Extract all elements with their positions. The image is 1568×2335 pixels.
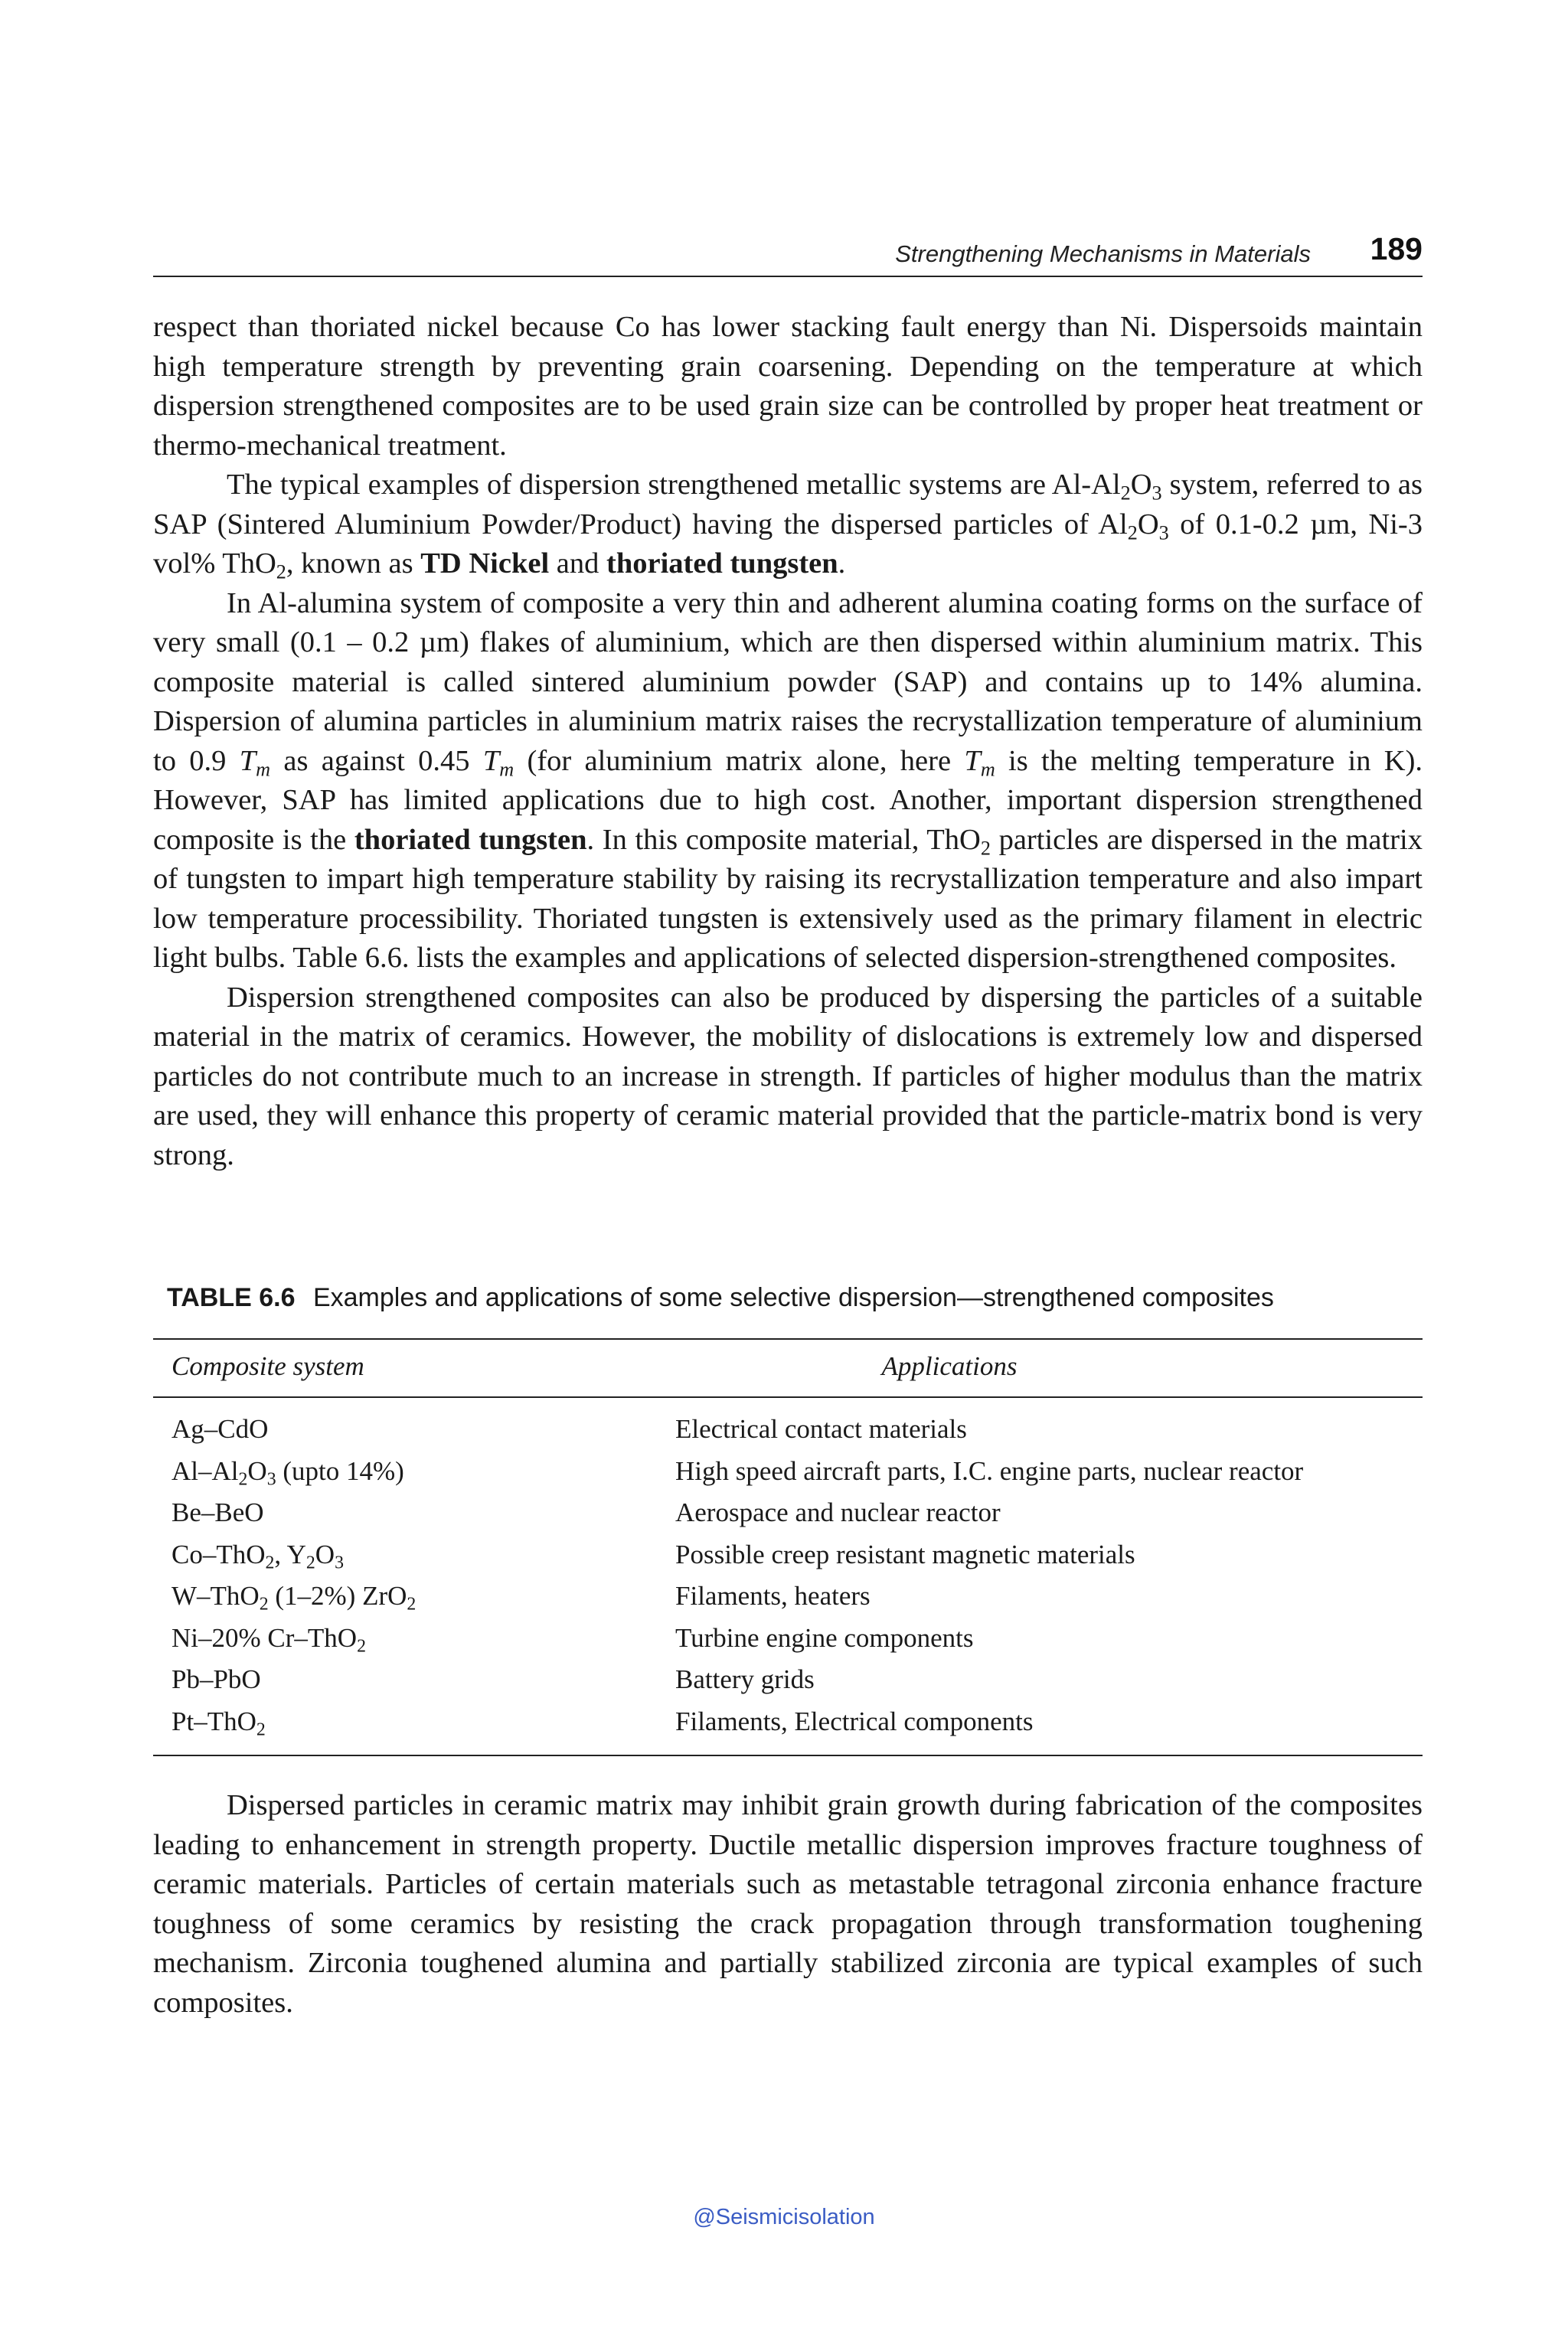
body-text-top — [153, 308, 1423, 1175]
paragraph: The typical examples of dispersion strengthened metallic systems are $Al-Al_2O_3$ system, referred to as SAP (Sintered Aluminium Powder/Product) having the dispersed particles of $Al_2O_3$ of 0.1-0.2 µm, Ni-3 vol% ThO$_2$, known as TD Nickel and thoriated tungsten. — [153, 469, 1423, 583]
body-text-bottom — [153, 1786, 1423, 2023]
table-row — [153, 1701, 1423, 1743]
application-cell: Filaments, heaters — [675, 1581, 871, 1611]
watermark: @Seismicisolation — [693, 2205, 875, 2229]
page-header — [153, 233, 1423, 277]
application-cell: High speed aircraft parts, I.C. engine parts, nuclear reactor — [675, 1455, 1304, 1486]
table-row — [153, 1534, 1423, 1576]
application-cell: Possible creep resistant magnetic materials — [675, 1539, 1135, 1569]
composite-system-cell: Ni–20% Cr–ThO$_2$ — [172, 1622, 366, 1657]
composite-system-cell: Ag–CdO — [172, 1414, 269, 1444]
application-cell: Turbine engine components — [675, 1622, 974, 1653]
table-body — [153, 1398, 1423, 1755]
application-cell: Battery grids — [675, 1664, 815, 1694]
column-header-composite: Composite system — [172, 1351, 364, 1381]
composite-system-cell: $Al-Al_2O_3$ (upto 14%) — [172, 1455, 404, 1490]
composite-system-cell: Co–ThO$_2$, $Y_2O_3$ — [172, 1539, 344, 1573]
paragraph: respect than thoriated nickel because Co has lower stacking fault energy than Ni. Dispersoids maintain high temperature strength by preventing grain coarsening. Depending on the temperature at which dispersion strengthened composites are to be used grain size can be controlled by proper heat treatment or thermo-mechanical treatment. — [153, 311, 1423, 462]
page-number: 189 — [1370, 231, 1423, 266]
table-row — [153, 1618, 1423, 1660]
composites-table — [153, 1338, 1423, 1756]
table-label: TABLE 6.6 — [167, 1283, 296, 1312]
table-caption — [167, 1283, 1423, 1313]
table-row — [153, 1576, 1423, 1618]
application-cell: Filaments, Electrical components — [675, 1706, 1034, 1736]
table-header-row — [153, 1340, 1423, 1398]
paragraph: Dispersion strengthened composites can also be produced by dispersing the particles of a suitable material in the matrix of ceramics. However, the mobility of dislocations is extremely low and dispersed particles do not contribute much to an increase in strength. If particles of higher modulus than the matrix are used, they will enhance this property of ceramic material provided that the particle-matrix bond is very strong. — [153, 981, 1423, 1171]
running-title: Strengthening Mechanisms in Materials — [895, 240, 1311, 267]
application-cell: Aerospace and nuclear reactor — [675, 1497, 1001, 1527]
paragraph: Dispersed particles in ceramic matrix may inhibit grain growth during fabrication of the composites leading to enhancement in strength property. Ductile metallic dispersion improves fracture toughness of ceramic materials. Particles of certain materials such as metastable tetragonal zirconia enhance fracture toughness of some ceramics by resisting the crack propagation through transformation toughening mechanism. Zirconia toughened alumina and partially stabilized zirconia are typical examples of such composites. — [153, 1789, 1423, 2019]
table-row — [153, 1492, 1423, 1534]
application-cell: Electrical contact materials — [675, 1414, 967, 1444]
table-caption-text: Examples and applications of some selective dispersion—strengthened composites — [312, 1283, 1274, 1312]
column-header-applications: Applications — [881, 1351, 1018, 1381]
paragraph: In Al-alumina system of composite a very thin and adherent alumina coating forms on the surface of very small (0.1 – 0.2 µm) flakes of aluminium, which are then dispersed within aluminium matrix. This composite material is called sintered aluminium powder (SAP) and contains up to 14% alumina. Dispersion of alumina particles in aluminium matrix raises the recrystallization temperature of aluminium to 0.9 $T_m$ as against 0.45 $T_m$ (for aluminium matrix alone, here $T_m$ is the melting temperature in K). However, SAP has limited applications due to high cost. Another, important dispersion strengthened composite is the thoriated tungsten. In this composite material, ThO$_2$ particles are dispersed in the matrix of tungsten to impart high temperature stability by raising its recrystallization temperature and also impart low temperature processibility. Thoriated tungsten is extensively used as the primary filament in electric light bulbs. Table 6.6. lists the examples and applications of selected dispersion-strengthened composites. — [153, 586, 1423, 974]
table-row — [153, 1659, 1423, 1701]
table-row — [153, 1451, 1423, 1493]
composite-system-cell: W–ThO$_2$ (1–2%) ZrO$_2$ — [172, 1581, 416, 1615]
composite-system-cell: Pt–ThO$_2$ — [172, 1706, 266, 1740]
composite-system-cell: Pb–PbO — [172, 1664, 261, 1694]
table-row — [153, 1409, 1423, 1451]
composite-system-cell: Be–BeO — [172, 1497, 264, 1527]
